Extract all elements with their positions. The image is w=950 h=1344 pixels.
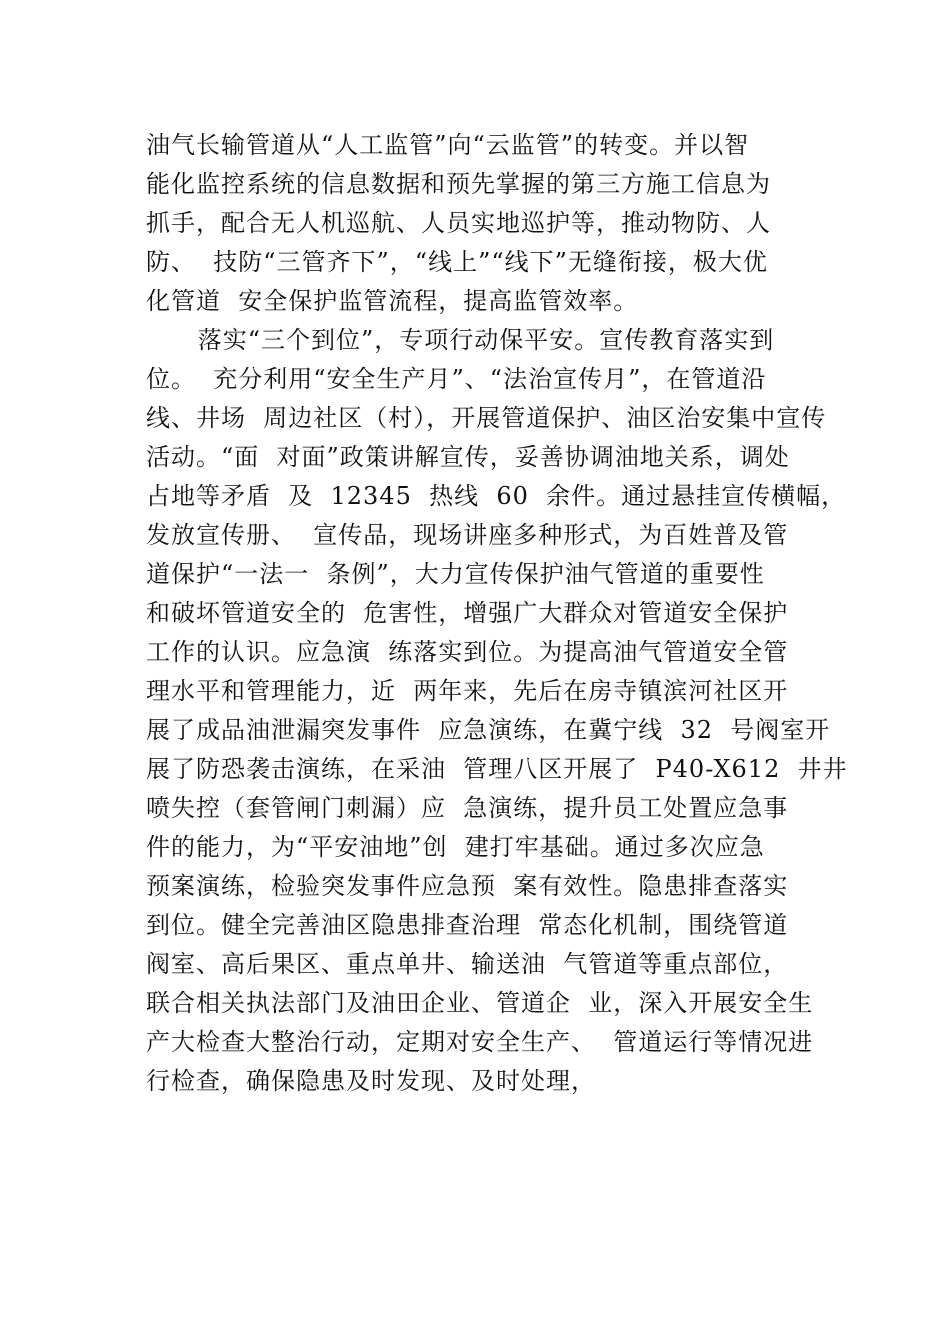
text-line: 喷失控（套管闸门刺漏）应 急演练，提升员工处置应急事	[146, 794, 789, 822]
text-line: 到位。健全完善油区隐患排查治理 常态化机制，围绕管道	[146, 911, 789, 939]
text-line: 阀室、高后果区、重点单井、输送油 气管道等重点部位，	[146, 950, 789, 978]
text-line: 道保护“一法一 条例”，大力宣传保护油气管道的重要性	[146, 560, 765, 588]
text-line: 位。 充分利用“安全生产月”、“法治宣传月”，在管道沿	[146, 365, 767, 393]
text-line: 和破坏管道安全的 危害性，增强广大群众对管道安全保护	[146, 599, 789, 627]
text-line: 行检查，确保隐患及时发现、及时处理，	[146, 1067, 596, 1095]
text-line: 活动。“面 对面”政策讲解宣传，妥善协调油地关系，调处	[146, 443, 790, 471]
text-line: 预案演练，检验突发事件应急预 案有效性。隐患排查落实	[146, 872, 789, 900]
text-line: 抓手，配合无人机巡航、人员实地巡护等，推动物防、人	[146, 209, 771, 237]
text-line: 工作的认识。应急演 练落实到位。为提高油气管道安全管	[146, 638, 789, 666]
text-line: 理水平和管理能力，近 两年来，先后在房寺镇滨河社区开	[146, 677, 789, 705]
text-line: 件的能力，为“平安油地”创 建打牢基础。通过多次应急	[146, 833, 765, 861]
text-line: 展了成品油泄漏突发事件 应急演练，在冀宁线 32 号阀室开	[146, 716, 831, 744]
text-line: 落实“三个到位”，专项行动保平安。宣传教育落实到	[146, 326, 775, 354]
text-line: 防、 技防“三管齐下”，“线上”“线下”无缝衔接，极大优	[146, 248, 768, 276]
document-body	[146, 126, 848, 1101]
text-line: 线、井场 周边社区（村），开展管道保护、油区治安集中宣传	[146, 404, 827, 432]
text-line: 占地等矛盾 及 12345 热线 60 余件。通过悬挂宣传横幅，	[146, 482, 847, 510]
text-line: 油气长输管道从“人工监管”向“云监管”的转变。并以智	[146, 131, 750, 159]
text-line: 联合相关执法部门及油田企业、管道企 业，深入开展安全生	[146, 989, 814, 1017]
text-line: 产大检查大整治行动，定期对安全生产、 管道运行等情况进	[146, 1028, 814, 1056]
text-line: 化管道 安全保护监管流程，提高监管效率。	[146, 287, 639, 315]
text-line: 展了防恐袭击演练，在采油 管理八区开展了 P40-X612 井井	[146, 755, 848, 783]
text-line: 能化监控系统的信息数据和预先掌握的第三方施工信息为	[146, 170, 771, 198]
text-line: 发放宣传册、 宣传品，现场讲座多种形式，为百姓普及管	[146, 521, 789, 549]
